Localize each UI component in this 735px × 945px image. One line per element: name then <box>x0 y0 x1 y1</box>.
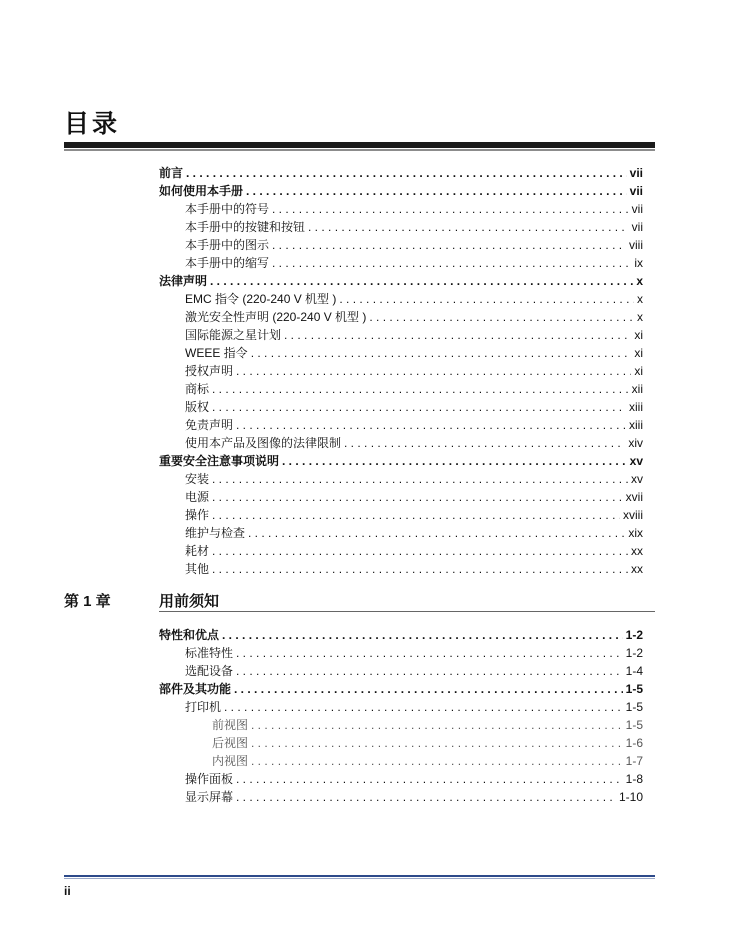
footer-divider-shadow <box>64 878 655 879</box>
toc-leader-dots <box>236 770 623 788</box>
toc-entry[interactable] <box>159 308 643 326</box>
footer-divider <box>64 875 655 877</box>
toc-entry[interactable] <box>159 788 643 806</box>
toc-entry-page: xii <box>631 382 643 396</box>
toc-entry-label: 选配设备 <box>185 664 234 678</box>
toc-front-matter <box>159 164 643 578</box>
toc-entry-label: 本手册中的缩写 <box>185 256 270 270</box>
toc-entry-label: 特性和优点 <box>159 628 220 642</box>
toc-entry[interactable] <box>159 164 643 182</box>
toc-leader-dots <box>186 164 627 182</box>
toc-entry[interactable] <box>159 434 643 452</box>
toc-entry[interactable] <box>159 626 643 644</box>
toc-entry-label: 重要安全注意事项说明 <box>159 454 280 468</box>
toc-entry-label: 安装 <box>185 472 210 486</box>
toc-entry-label: 授权声明 <box>185 364 234 378</box>
toc-entry-page: xi <box>634 328 643 342</box>
toc-entry-page: xx <box>631 544 643 558</box>
toc-entry-label: 免责声明 <box>185 418 234 432</box>
toc-entry[interactable] <box>159 362 643 380</box>
toc-entry-page: viii <box>629 238 643 252</box>
toc-entry-page: 1-2 <box>625 628 643 642</box>
toc-entry-label: 版权 <box>185 400 210 414</box>
toc-leader-dots <box>246 182 627 200</box>
toc-entry-page: x <box>636 274 643 288</box>
title-divider <box>64 142 655 148</box>
toc-entry[interactable] <box>159 680 643 698</box>
toc-entry-page: 1-5 <box>625 682 643 696</box>
toc-entry-page: xiii <box>629 418 643 432</box>
toc-entry-label: 前言 <box>159 166 184 180</box>
toc-entry-page: xiii <box>629 400 643 414</box>
toc-leader-dots <box>369 308 634 326</box>
toc-entry-label: 本手册中的符号 <box>185 202 270 216</box>
toc-entry-label: 国际能源之星计划 <box>185 328 282 342</box>
toc-leader-dots <box>236 788 616 806</box>
toc-leader-dots <box>251 752 623 770</box>
toc-entry-label: 打印机 <box>185 700 222 714</box>
toc-entry-page: xv <box>629 454 643 468</box>
toc-entry-page: 1-4 <box>625 664 643 678</box>
toc-chapter-1 <box>159 626 643 806</box>
toc-entry-page: xix <box>628 526 643 540</box>
toc-leader-dots <box>224 698 623 716</box>
toc-leader-dots <box>308 218 629 236</box>
toc-entry-label: 操作面板 <box>185 772 234 786</box>
toc-entry[interactable] <box>159 770 643 788</box>
toc-entry-label: 标准特性 <box>185 646 234 660</box>
chapter-number: 第 1 章 <box>64 593 111 610</box>
toc-leader-dots <box>212 542 628 560</box>
toc-leader-dots <box>272 254 631 272</box>
toc-entry[interactable] <box>159 326 643 344</box>
toc-entry-page: xv <box>631 472 643 486</box>
toc-entry[interactable] <box>159 734 643 752</box>
toc-leader-dots <box>212 470 628 488</box>
toc-leader-dots <box>339 290 634 308</box>
toc-entry-label: 如何使用本手册 <box>159 184 244 198</box>
toc-leader-dots <box>212 506 620 524</box>
toc-leader-dots <box>282 452 627 470</box>
toc-entry[interactable] <box>159 254 643 272</box>
toc-entry-page: xvii <box>625 490 643 504</box>
toc-entry-label: WEEE 指令 <box>185 346 248 360</box>
toc-entry-page: x <box>637 292 643 306</box>
page-number: ii <box>64 884 71 898</box>
toc-entry-page: 1-7 <box>625 754 643 768</box>
toc-leader-dots <box>210 272 633 290</box>
toc-entry[interactable] <box>159 236 643 254</box>
toc-entry[interactable] <box>159 344 643 362</box>
toc-entry-label: EMC 指令 (220-240 V 机型 ) <box>185 292 337 306</box>
toc-leader-dots <box>251 716 623 734</box>
toc-leader-dots <box>272 200 629 218</box>
toc-leader-dots <box>251 344 632 362</box>
toc-entry[interactable] <box>159 200 643 218</box>
toc-leader-dots <box>344 434 625 452</box>
toc-leader-dots <box>284 326 631 344</box>
toc-entry[interactable] <box>159 398 643 416</box>
toc-entry[interactable] <box>159 416 643 434</box>
toc-entry-label: 维护与检查 <box>185 526 246 540</box>
toc-entry-page: xviii <box>623 508 643 522</box>
toc-entry-page: vii <box>629 184 643 198</box>
toc-entry-label: 内视图 <box>212 754 249 768</box>
toc-leader-dots <box>212 380 629 398</box>
toc-entry-label: 前视图 <box>212 718 249 732</box>
toc-entry-label: 电源 <box>185 490 210 504</box>
toc-entry-page: vii <box>631 220 643 234</box>
toc-leader-dots <box>222 626 623 644</box>
toc-entry-page: xiv <box>628 436 643 450</box>
toc-entry[interactable] <box>159 380 643 398</box>
toc-entry-page: vii <box>629 166 643 180</box>
toc-entry-label: 耗材 <box>185 544 210 558</box>
toc-entry[interactable] <box>159 560 643 578</box>
toc-leader-dots <box>236 644 623 662</box>
toc-entry[interactable] <box>159 452 643 470</box>
toc-leader-dots <box>248 524 625 542</box>
title-divider-shadow <box>64 149 655 151</box>
toc-entry-page: 1-6 <box>625 736 643 750</box>
chapter-title: 用前须知 <box>159 593 220 610</box>
chapter-divider <box>159 611 655 612</box>
toc-leader-dots <box>212 560 628 578</box>
toc-entry-label: 操作 <box>185 508 210 522</box>
toc-entry-page: vii <box>631 202 643 216</box>
toc-entry[interactable] <box>159 524 643 542</box>
toc-leader-dots <box>272 236 626 254</box>
toc-leader-dots <box>234 680 623 698</box>
page-title: 目录 <box>64 110 121 138</box>
toc-entry-page: 1-5 <box>625 700 643 714</box>
toc-entry-label: 本手册中的按键和按钮 <box>185 220 306 234</box>
toc-entry-page: xi <box>634 346 643 360</box>
toc-entry-page: xx <box>631 562 643 576</box>
toc-entry[interactable] <box>159 662 643 680</box>
toc-entry-label: 法律声明 <box>159 274 208 288</box>
toc-leader-dots <box>236 662 623 680</box>
toc-entry[interactable] <box>159 644 643 662</box>
toc-entry[interactable] <box>159 752 643 770</box>
toc-entry-label: 其他 <box>185 562 210 576</box>
toc-entry-label: 商标 <box>185 382 210 396</box>
toc-leader-dots <box>212 398 626 416</box>
toc-leader-dots <box>251 734 623 752</box>
toc-entry[interactable] <box>159 716 643 734</box>
toc-entry-label: 激光安全性声明 (220-240 V 机型 ) <box>185 310 367 324</box>
toc-entry[interactable] <box>159 506 643 524</box>
toc-entry-page: xi <box>634 364 643 378</box>
toc-entry-label: 后视图 <box>212 736 249 750</box>
toc-entry[interactable] <box>159 182 643 200</box>
toc-entry[interactable] <box>159 470 643 488</box>
toc-entry-label: 本手册中的图示 <box>185 238 270 252</box>
toc-entry-page: x <box>637 310 643 324</box>
toc-entry[interactable] <box>159 542 643 560</box>
toc-entry[interactable] <box>159 488 643 506</box>
toc-entry-label: 部件及其功能 <box>159 682 232 696</box>
toc-leader-dots <box>212 488 623 506</box>
toc-entry-label: 使用本产品及图像的法律限制 <box>185 436 342 450</box>
toc-entry-label: 显示屏幕 <box>185 790 234 804</box>
toc-entry[interactable] <box>159 290 643 308</box>
toc-entry[interactable] <box>159 218 643 236</box>
toc-entry-page: 1-5 <box>625 718 643 732</box>
toc-entry[interactable] <box>159 272 643 290</box>
toc-entry[interactable] <box>159 698 643 716</box>
toc-entry-page: 1-8 <box>625 772 643 786</box>
toc-leader-dots <box>236 416 626 434</box>
toc-entry-page: 1-2 <box>625 646 643 660</box>
toc-leader-dots <box>236 362 631 380</box>
toc-entry-page: ix <box>634 256 643 270</box>
toc-entry-page: 1-10 <box>618 790 643 804</box>
